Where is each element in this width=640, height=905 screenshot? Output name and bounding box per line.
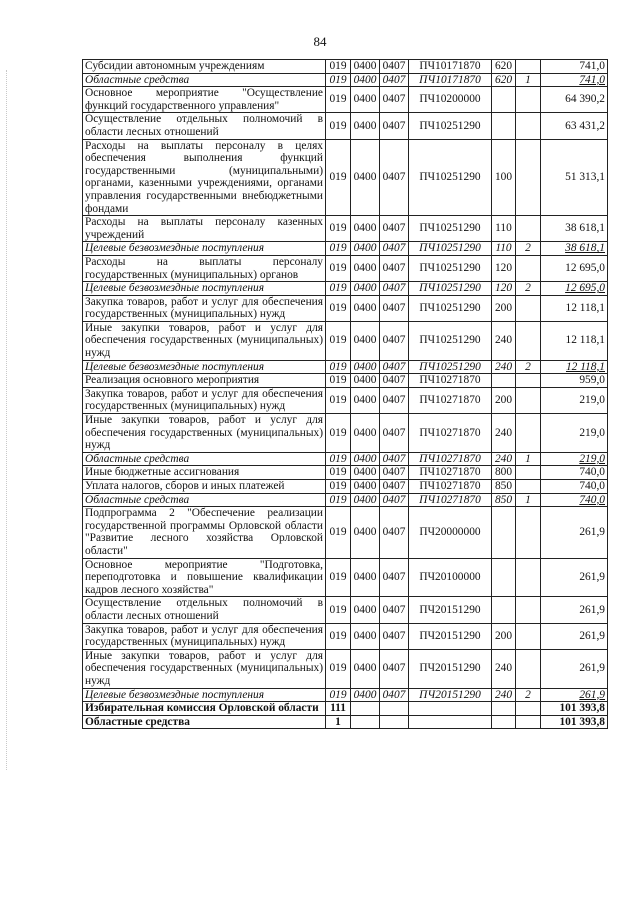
row-subsection: 0407 <box>380 295 409 321</box>
row-target-article: ПЧ10271870 <box>409 466 492 480</box>
row-amount: 261,9 <box>541 558 608 597</box>
row-amount: 261,9 <box>541 623 608 649</box>
row-name: Основное мероприятие "Подготовка, переподготовка и повышение квалификации кадров лесного хозяйства" <box>83 558 326 597</box>
row-amount: 51 313,1 <box>541 139 608 216</box>
row-section: 0400 <box>351 623 380 649</box>
table-row <box>83 597 608 623</box>
row-subsection: 0407 <box>380 493 409 507</box>
row-funding-source <box>516 649 541 688</box>
row-expense-type: 200 <box>492 387 516 413</box>
row-target-article: ПЧ10271870 <box>409 452 492 466</box>
row-expense-type <box>492 597 516 623</box>
table-row <box>83 139 608 216</box>
row-amount: 740,0 <box>541 466 608 480</box>
row-subsection: 0407 <box>380 113 409 139</box>
row-code: 019 <box>326 649 351 688</box>
row-section: 0400 <box>351 507 380 558</box>
row-target-article: ПЧ10251290 <box>409 139 492 216</box>
table-row <box>83 649 608 688</box>
row-expense-type <box>492 507 516 558</box>
table-row <box>83 715 608 729</box>
row-subsection: 0407 <box>380 597 409 623</box>
row-subsection <box>380 715 409 729</box>
table-row <box>83 466 608 480</box>
row-subsection: 0407 <box>380 480 409 494</box>
row-section: 0400 <box>351 452 380 466</box>
row-section: 0400 <box>351 73 380 87</box>
budget-table <box>82 59 608 729</box>
row-funding-source <box>516 480 541 494</box>
row-target-article: ПЧ20151290 <box>409 649 492 688</box>
row-code: 019 <box>326 255 351 281</box>
row-code: 019 <box>326 282 351 296</box>
row-subsection: 0407 <box>380 139 409 216</box>
row-amount: 12 118,1 <box>541 360 608 374</box>
row-section: 0400 <box>351 597 380 623</box>
row-name: Областные средства <box>83 493 326 507</box>
row-funding-source <box>516 507 541 558</box>
row-funding-source <box>516 387 541 413</box>
row-section <box>351 715 380 729</box>
row-name: Расходы на выплаты персоналу казенных учреждений <box>83 216 326 242</box>
row-funding-source <box>516 60 541 74</box>
table-row <box>83 493 608 507</box>
row-section: 0400 <box>351 414 380 453</box>
row-name: Осуществление отдельных полномочий в области лесных отношений <box>83 113 326 139</box>
row-code: 019 <box>326 374 351 388</box>
row-expense-type <box>492 558 516 597</box>
row-subsection: 0407 <box>380 374 409 388</box>
row-amount: 219,0 <box>541 387 608 413</box>
row-code: 1 <box>326 715 351 729</box>
row-target-article: ПЧ10271870 <box>409 387 492 413</box>
row-subsection: 0407 <box>380 387 409 413</box>
row-section: 0400 <box>351 139 380 216</box>
row-section: 0400 <box>351 688 380 702</box>
row-funding-source <box>516 113 541 139</box>
row-subsection: 0407 <box>380 507 409 558</box>
row-code: 019 <box>326 452 351 466</box>
row-amount: 219,0 <box>541 414 608 453</box>
row-name: Иные закупки товаров, работ и услуг для обеспечения государственных (муниципальных) нужд <box>83 321 326 360</box>
row-amount: 12 118,1 <box>541 321 608 360</box>
row-target-article: ПЧ20000000 <box>409 507 492 558</box>
row-amount: 101 393,8 <box>541 702 608 716</box>
row-section: 0400 <box>351 255 380 281</box>
row-funding-source <box>516 558 541 597</box>
row-code: 019 <box>326 558 351 597</box>
row-subsection: 0407 <box>380 321 409 360</box>
row-target-article: ПЧ10271870 <box>409 493 492 507</box>
row-target-article: ПЧ10271870 <box>409 374 492 388</box>
row-expense-type: 850 <box>492 493 516 507</box>
row-funding-source <box>516 597 541 623</box>
table-row <box>83 282 608 296</box>
row-target-article: ПЧ10171870 <box>409 73 492 87</box>
row-section: 0400 <box>351 87 380 113</box>
table-row <box>83 558 608 597</box>
table-row <box>83 688 608 702</box>
row-code: 019 <box>326 360 351 374</box>
row-name: Областные средства <box>83 452 326 466</box>
row-funding-source <box>516 255 541 281</box>
row-section: 0400 <box>351 295 380 321</box>
row-amount: 741,0 <box>541 60 608 74</box>
row-expense-type: 240 <box>492 414 516 453</box>
row-target-article: ПЧ10251290 <box>409 321 492 360</box>
row-section: 0400 <box>351 480 380 494</box>
row-code: 019 <box>326 87 351 113</box>
row-expense-type: 120 <box>492 282 516 296</box>
row-expense-type <box>492 113 516 139</box>
table-row <box>83 702 608 716</box>
table-row <box>83 242 608 256</box>
row-section: 0400 <box>351 466 380 480</box>
row-expense-type <box>492 702 516 716</box>
row-amount: 261,9 <box>541 597 608 623</box>
row-name: Подпрограмма 2 "Обеспечение реализации государственной программы Орловской области "Развитие лесного хозяйства Орловской области" <box>83 507 326 558</box>
row-target-article: ПЧ20100000 <box>409 558 492 597</box>
row-subsection: 0407 <box>380 466 409 480</box>
row-funding-source: 2 <box>516 242 541 256</box>
row-name: Субсидии автономным учреждениям <box>83 60 326 74</box>
row-funding-source <box>516 414 541 453</box>
row-subsection: 0407 <box>380 623 409 649</box>
row-name: Избирательная комиссия Орловской области <box>83 702 326 716</box>
row-name: Расходы на выплаты персоналу в целях обеспечения выполнения функций государственными (муниципальными) органами, казенными учреждениями, органами управления государственными внебюджетными фондами <box>83 139 326 216</box>
row-expense-type: 110 <box>492 242 516 256</box>
page-number: 84 <box>313 34 327 49</box>
row-code: 019 <box>326 466 351 480</box>
row-amount: 63 431,2 <box>541 113 608 139</box>
row-section: 0400 <box>351 360 380 374</box>
row-expense-type: 620 <box>492 73 516 87</box>
row-expense-type <box>492 715 516 729</box>
row-section: 0400 <box>351 216 380 242</box>
row-funding-source: 1 <box>516 73 541 87</box>
row-funding-source <box>516 216 541 242</box>
budget-table-body <box>83 60 608 729</box>
row-name: Иные закупки товаров, работ и услуг для обеспечения государственных (муниципальных) нужд <box>83 649 326 688</box>
row-name: Иные закупки товаров, работ и услуг для обеспечения государственных (муниципальных) нужд <box>83 414 326 453</box>
row-target-article: ПЧ10251290 <box>409 242 492 256</box>
row-subsection: 0407 <box>380 255 409 281</box>
row-code: 019 <box>326 73 351 87</box>
row-name: Реализация основного мероприятия <box>83 374 326 388</box>
row-expense-type: 240 <box>492 649 516 688</box>
row-amount: 261,9 <box>541 649 608 688</box>
row-target-article: ПЧ10171870 <box>409 60 492 74</box>
row-expense-type: 100 <box>492 139 516 216</box>
row-subsection: 0407 <box>380 282 409 296</box>
row-expense-type: 240 <box>492 688 516 702</box>
row-name: Областные средства <box>83 715 326 729</box>
row-expense-type: 240 <box>492 321 516 360</box>
row-subsection: 0407 <box>380 87 409 113</box>
row-target-article: ПЧ10271870 <box>409 480 492 494</box>
row-funding-source: 1 <box>516 493 541 507</box>
row-code: 019 <box>326 295 351 321</box>
row-funding-source <box>516 702 541 716</box>
table-row <box>83 623 608 649</box>
row-funding-source <box>516 623 541 649</box>
row-name: Основное мероприятие "Осуществление функций государственного управления" <box>83 87 326 113</box>
row-amount: 101 393,8 <box>541 715 608 729</box>
table-row <box>83 321 608 360</box>
table-row <box>83 374 608 388</box>
row-amount: 64 390,2 <box>541 87 608 113</box>
row-target-article: ПЧ20151290 <box>409 597 492 623</box>
row-expense-type: 620 <box>492 60 516 74</box>
row-code: 019 <box>326 688 351 702</box>
row-target-article: ПЧ10251290 <box>409 216 492 242</box>
table-row <box>83 255 608 281</box>
row-amount: 959,0 <box>541 374 608 388</box>
row-target-article <box>409 715 492 729</box>
row-subsection: 0407 <box>380 558 409 597</box>
table-row <box>83 387 608 413</box>
row-funding-source: 2 <box>516 282 541 296</box>
table-row <box>83 360 608 374</box>
row-amount: 740,0 <box>541 480 608 494</box>
row-target-article: ПЧ10251290 <box>409 360 492 374</box>
row-code: 019 <box>326 387 351 413</box>
row-code: 019 <box>326 414 351 453</box>
row-subsection: 0407 <box>380 688 409 702</box>
row-funding-source <box>516 466 541 480</box>
row-amount: 12 695,0 <box>541 282 608 296</box>
row-target-article: ПЧ20151290 <box>409 688 492 702</box>
row-funding-source <box>516 87 541 113</box>
row-target-article: ПЧ10251290 <box>409 113 492 139</box>
row-target-article: ПЧ10271870 <box>409 414 492 453</box>
row-code: 019 <box>326 623 351 649</box>
row-subsection: 0407 <box>380 452 409 466</box>
table-row <box>83 480 608 494</box>
row-name: Иные бюджетные ассигнования <box>83 466 326 480</box>
row-name: Целевые безвозмездные поступления <box>83 242 326 256</box>
row-name: Осуществление отдельных полномочий в области лесных отношений <box>83 597 326 623</box>
table-row <box>83 414 608 453</box>
row-target-article: ПЧ10251290 <box>409 295 492 321</box>
row-name: Целевые безвозмездные поступления <box>83 360 326 374</box>
row-code: 019 <box>326 242 351 256</box>
row-expense-type: 120 <box>492 255 516 281</box>
table-row <box>83 113 608 139</box>
row-code: 019 <box>326 597 351 623</box>
row-section: 0400 <box>351 387 380 413</box>
row-expense-type: 200 <box>492 295 516 321</box>
row-section: 0400 <box>351 374 380 388</box>
row-section: 0400 <box>351 113 380 139</box>
row-code: 019 <box>326 507 351 558</box>
row-subsection: 0407 <box>380 360 409 374</box>
table-row <box>83 507 608 558</box>
row-name: Уплата налогов, сборов и иных платежей <box>83 480 326 494</box>
row-subsection <box>380 702 409 716</box>
row-expense-type: 850 <box>492 480 516 494</box>
row-subsection: 0407 <box>380 649 409 688</box>
table-row <box>83 73 608 87</box>
row-funding-source: 1 <box>516 452 541 466</box>
row-funding-source <box>516 321 541 360</box>
row-target-article: ПЧ20151290 <box>409 623 492 649</box>
row-code: 111 <box>326 702 351 716</box>
row-section: 0400 <box>351 321 380 360</box>
row-expense-type <box>492 374 516 388</box>
row-funding-source <box>516 374 541 388</box>
row-code: 019 <box>326 60 351 74</box>
row-funding-source <box>516 715 541 729</box>
row-subsection: 0407 <box>380 73 409 87</box>
row-code: 019 <box>326 139 351 216</box>
row-expense-type: 110 <box>492 216 516 242</box>
table-row <box>83 452 608 466</box>
row-code: 019 <box>326 216 351 242</box>
row-target-article: ПЧ10251290 <box>409 255 492 281</box>
row-name: Целевые безвозмездные поступления <box>83 282 326 296</box>
row-subsection: 0407 <box>380 216 409 242</box>
row-expense-type: 800 <box>492 466 516 480</box>
row-section: 0400 <box>351 649 380 688</box>
row-subsection: 0407 <box>380 414 409 453</box>
row-amount: 741,0 <box>541 73 608 87</box>
table-row <box>83 216 608 242</box>
row-name: Расходы на выплаты персоналу государственных (муниципальных) органов <box>83 255 326 281</box>
row-amount: 740,0 <box>541 493 608 507</box>
row-amount: 261,9 <box>541 507 608 558</box>
row-funding-source: 2 <box>516 688 541 702</box>
row-section: 0400 <box>351 242 380 256</box>
row-name: Областные средства <box>83 73 326 87</box>
row-expense-type: 240 <box>492 360 516 374</box>
row-code: 019 <box>326 480 351 494</box>
row-section: 0400 <box>351 558 380 597</box>
row-section: 0400 <box>351 282 380 296</box>
row-target-article <box>409 702 492 716</box>
margin-scan-artifact <box>6 70 11 770</box>
row-funding-source: 2 <box>516 360 541 374</box>
row-amount: 12 118,1 <box>541 295 608 321</box>
row-subsection: 0407 <box>380 60 409 74</box>
row-amount: 219,0 <box>541 452 608 466</box>
row-name: Целевые безвозмездные поступления <box>83 688 326 702</box>
row-amount: 261,9 <box>541 688 608 702</box>
table-row <box>83 295 608 321</box>
row-target-article: ПЧ10251290 <box>409 282 492 296</box>
row-section <box>351 702 380 716</box>
row-section: 0400 <box>351 493 380 507</box>
row-target-article: ПЧ10200000 <box>409 87 492 113</box>
row-amount: 38 618,1 <box>541 242 608 256</box>
row-code: 019 <box>326 321 351 360</box>
row-name: Закупка товаров, работ и услуг для обеспечения государственных (муниципальных) нужд <box>83 387 326 413</box>
row-expense-type: 200 <box>492 623 516 649</box>
row-amount: 38 618,1 <box>541 216 608 242</box>
table-row <box>83 87 608 113</box>
row-section: 0400 <box>351 60 380 74</box>
row-subsection: 0407 <box>380 242 409 256</box>
row-name: Закупка товаров, работ и услуг для обеспечения государственных (муниципальных) нужд <box>83 295 326 321</box>
table-row <box>83 60 608 74</box>
row-name: Закупка товаров, работ и услуг для обеспечения государственных (муниципальных) нужд <box>83 623 326 649</box>
row-code: 019 <box>326 113 351 139</box>
row-funding-source <box>516 139 541 216</box>
row-amount: 12 695,0 <box>541 255 608 281</box>
row-expense-type: 240 <box>492 452 516 466</box>
row-funding-source <box>516 295 541 321</box>
row-expense-type <box>492 87 516 113</box>
row-code: 019 <box>326 493 351 507</box>
